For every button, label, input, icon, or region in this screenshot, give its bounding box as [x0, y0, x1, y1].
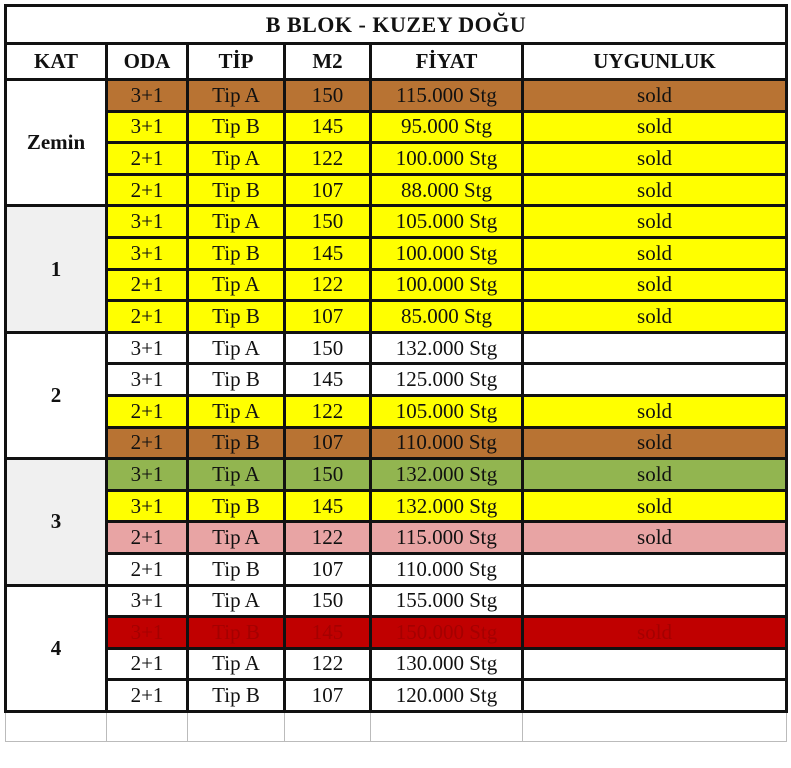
unit-row [6, 206, 787, 238]
empty-cell [371, 711, 523, 741]
cell-oda: 2+1 [107, 143, 188, 175]
cell-fiyat: 105.000 Stg [371, 206, 523, 238]
cell-oda: 2+1 [107, 269, 188, 301]
status-cell [523, 364, 787, 396]
status-cell: sold [523, 174, 787, 206]
unit-row [6, 80, 787, 112]
cell-fiyat: 150.000 Stg [371, 617, 523, 649]
unit-row [6, 301, 787, 333]
cell-m2: 150 [285, 585, 371, 617]
cell-m2: 122 [285, 522, 371, 554]
empty-cell [6, 711, 107, 741]
unit-row [6, 680, 787, 712]
cell-tip: Tip B [188, 553, 285, 585]
empty-row [6, 711, 787, 741]
cell-tip: Tip B [188, 364, 285, 396]
floor-label: 1 [6, 206, 107, 332]
price-table [4, 4, 788, 742]
floor-label: Zemin [6, 80, 107, 206]
header-fiyat: FİYAT [371, 44, 523, 80]
status-cell [523, 332, 787, 364]
status-cell: sold [523, 427, 787, 459]
floor-label: 3 [6, 459, 107, 585]
unit-row [6, 395, 787, 427]
cell-fiyat: 100.000 Stg [371, 269, 523, 301]
cell-tip: Tip B [188, 111, 285, 143]
cell-fiyat: 115.000 Stg [371, 80, 523, 112]
cell-tip: Tip B [188, 680, 285, 712]
unit-row [6, 427, 787, 459]
cell-oda: 2+1 [107, 174, 188, 206]
cell-tip: Tip A [188, 648, 285, 680]
cell-m2: 107 [285, 427, 371, 459]
cell-oda: 3+1 [107, 206, 188, 238]
header-m2: M2 [285, 44, 371, 80]
cell-m2: 107 [285, 174, 371, 206]
cell-m2: 122 [285, 269, 371, 301]
empty-cell [523, 711, 787, 741]
cell-tip: Tip A [188, 459, 285, 491]
cell-m2: 145 [285, 111, 371, 143]
unit-row [6, 522, 787, 554]
cell-oda: 3+1 [107, 111, 188, 143]
unit-row [6, 553, 787, 585]
cell-tip: Tip B [188, 237, 285, 269]
cell-tip: Tip B [188, 301, 285, 333]
header-oda: ODA [107, 44, 188, 80]
cell-fiyat: 120.000 Stg [371, 680, 523, 712]
unit-row [6, 111, 787, 143]
cell-oda: 2+1 [107, 395, 188, 427]
cell-tip: Tip B [188, 427, 285, 459]
cell-tip: Tip A [188, 522, 285, 554]
status-cell [523, 648, 787, 680]
cell-oda: 3+1 [107, 459, 188, 491]
status-cell: sold [523, 617, 787, 649]
header-tip: TİP [188, 44, 285, 80]
cell-fiyat: 100.000 Stg [371, 143, 523, 175]
unit-row [6, 648, 787, 680]
unit-row [6, 332, 787, 364]
status-cell: sold [523, 269, 787, 301]
header-uygunluk: UYGUNLUK [523, 44, 787, 80]
cell-m2: 150 [285, 459, 371, 491]
status-cell: sold [523, 459, 787, 491]
header-kat: KAT [6, 44, 107, 80]
cell-fiyat: 115.000 Stg [371, 522, 523, 554]
cell-fiyat: 100.000 Stg [371, 237, 523, 269]
cell-m2: 122 [285, 143, 371, 175]
cell-oda: 2+1 [107, 301, 188, 333]
status-cell: sold [523, 80, 787, 112]
cell-oda: 2+1 [107, 553, 188, 585]
cell-m2: 145 [285, 237, 371, 269]
title-row [6, 6, 787, 44]
cell-tip: Tip B [188, 617, 285, 649]
cell-tip: Tip A [188, 206, 285, 238]
cell-m2: 107 [285, 680, 371, 712]
cell-fiyat: 110.000 Stg [371, 427, 523, 459]
cell-oda: 2+1 [107, 648, 188, 680]
cell-oda: 3+1 [107, 80, 188, 112]
cell-m2: 145 [285, 617, 371, 649]
unit-row [6, 459, 787, 491]
cell-tip: Tip B [188, 490, 285, 522]
cell-tip: Tip A [188, 80, 285, 112]
empty-cell [107, 711, 188, 741]
status-cell [523, 553, 787, 585]
status-cell: sold [523, 395, 787, 427]
cell-fiyat: 132.000 Stg [371, 459, 523, 491]
cell-tip: Tip A [188, 585, 285, 617]
cell-oda: 2+1 [107, 680, 188, 712]
cell-m2: 122 [285, 395, 371, 427]
unit-row [6, 585, 787, 617]
cell-fiyat: 110.000 Stg [371, 553, 523, 585]
status-cell: sold [523, 111, 787, 143]
cell-tip: Tip A [188, 332, 285, 364]
cell-oda: 3+1 [107, 585, 188, 617]
cell-fiyat: 88.000 Stg [371, 174, 523, 206]
empty-cell [188, 711, 285, 741]
cell-oda: 2+1 [107, 522, 188, 554]
cell-fiyat: 105.000 Stg [371, 395, 523, 427]
cell-oda: 3+1 [107, 490, 188, 522]
status-cell [523, 585, 787, 617]
cell-fiyat: 132.000 Stg [371, 332, 523, 364]
unit-row [6, 617, 787, 649]
cell-oda: 3+1 [107, 332, 188, 364]
cell-m2: 150 [285, 80, 371, 112]
empty-cell [285, 711, 371, 741]
cell-fiyat: 130.000 Stg [371, 648, 523, 680]
cell-fiyat: 132.000 Stg [371, 490, 523, 522]
cell-oda: 3+1 [107, 364, 188, 396]
cell-tip: Tip B [188, 174, 285, 206]
status-cell: sold [523, 206, 787, 238]
cell-fiyat: 95.000 Stg [371, 111, 523, 143]
table-title: B BLOK - KUZEY DOĞU [6, 6, 787, 44]
status-cell: sold [523, 301, 787, 333]
floor-label: 2 [6, 332, 107, 458]
unit-row [6, 490, 787, 522]
cell-oda: 2+1 [107, 427, 188, 459]
status-cell: sold [523, 237, 787, 269]
floor-label: 4 [6, 585, 107, 711]
status-cell [523, 680, 787, 712]
cell-tip: Tip A [188, 143, 285, 175]
cell-m2: 122 [285, 648, 371, 680]
cell-tip: Tip A [188, 395, 285, 427]
cell-fiyat: 125.000 Stg [371, 364, 523, 396]
cell-m2: 145 [285, 490, 371, 522]
cell-fiyat: 155.000 Stg [371, 585, 523, 617]
unit-row [6, 174, 787, 206]
status-cell: sold [523, 522, 787, 554]
cell-oda: 3+1 [107, 237, 188, 269]
cell-tip: Tip A [188, 269, 285, 301]
cell-m2: 107 [285, 301, 371, 333]
unit-row [6, 143, 787, 175]
cell-m2: 107 [285, 553, 371, 585]
cell-oda: 3+1 [107, 617, 188, 649]
cell-m2: 150 [285, 206, 371, 238]
cell-m2: 150 [285, 332, 371, 364]
unit-row [6, 364, 787, 396]
cell-m2: 145 [285, 364, 371, 396]
header-row [6, 44, 787, 80]
status-cell: sold [523, 143, 787, 175]
cell-fiyat: 85.000 Stg [371, 301, 523, 333]
unit-row [6, 237, 787, 269]
unit-row [6, 269, 787, 301]
status-cell: sold [523, 490, 787, 522]
